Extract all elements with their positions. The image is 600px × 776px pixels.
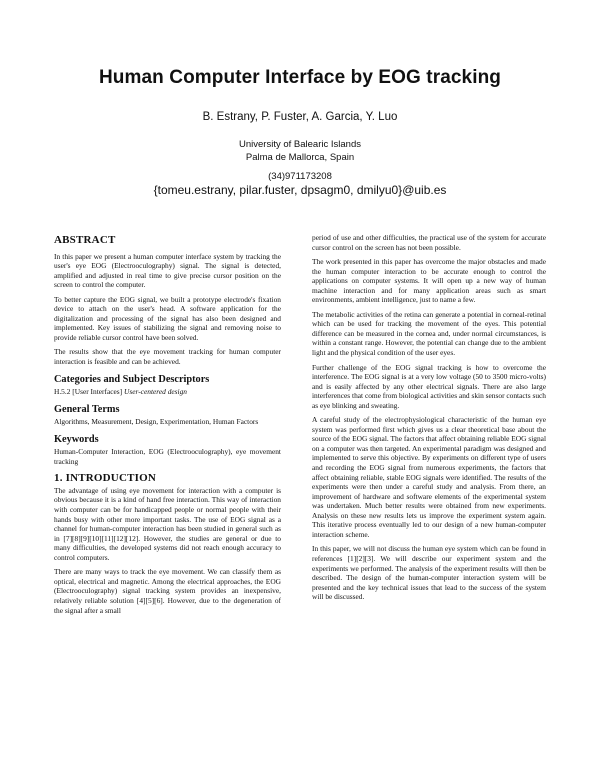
introduction-heading: 1. INTRODUCTION: [54, 472, 157, 485]
affiliation-university: University of Balearic Islands: [239, 139, 361, 150]
abstract-heading: ABSTRACT: [54, 234, 116, 246]
abstract-paragraph: To better capture the EOG signal, we built a prototype electrode's fixation device to attach on the user's head. A software application for the digitalization and processing of the signal has also been designed and implemented. Key issues of stabilizing the signal and removing noise to provide reliable cursor control have been solved.: [54, 294, 281, 342]
introduction-paragraph: There are many ways to track the eye movement. We can classify them as optical, electrical and magnetic. Among the electrical approaches, the EOG (Electrooculography) signal tracking system provides an inexpensive, relatively reliable solution [4][5][6]. However, due to the degeneration of the signal after a small: [54, 567, 281, 615]
categories-heading: Categories and Subject Descriptors: [54, 373, 210, 385]
right-column: [312, 233, 546, 607]
categories-description: User-centered design: [124, 387, 187, 397]
body-paragraph: Further challenge of the EOG signal tracking is how to overcome the interference. The EOG signal is at a very low voltage (50 to 3500 micro-volts) and is easily affected by any other electrical signals. There are also large interferences that come from biological activities and skin sensor contacts such as eye blinking and sweating.: [312, 362, 546, 410]
keywords-text: Human-Computer Interaction, EOG (Electrooculography), eye movement tracking: [54, 447, 281, 466]
body-paragraph: In this paper, we will not discuss the human eye system which can be found in references [1][2][3]. We will describe our experiment system and the experiments we performed. The analysis of the experiment results will then be described. The design of the human-computer interaction system will be presented and the key technical issues that lead to the success of the system will be discussed.: [312, 544, 546, 602]
contact-emails: {tomeu.estrany, pilar.fuster, dpsagm0, dmilyu0}@uib.es: [153, 183, 447, 197]
categories-code: H.5.2 [User Interfaces]: [54, 387, 123, 397]
keywords-heading: Keywords: [54, 433, 99, 445]
body-paragraph: A careful study of the electrophysiological characteristic of the human eye system was performed first which gives us a clear theoretical base about the source of the EOG signal. The factors that affect obtaining reliable EOG signal on a computer was then targeted. An experimental paradigm was designed and implemented to serve this objective. By experiments on different type of users and recording the EOG signal from numerous experiments, the factors that affect obtaining reliable, stable EOG signals were identified. The results of the experiments were then under a careful study and analysis. From there, an improvement of hardware and software elements of the experimental system was undertaken. Much better results were obtained from new experiments. Analysis on these new results lets us improve the experiment system again. This iterative process eventually led to our design of a new human-computer interaction scheme.: [312, 415, 546, 539]
body-paragraph: period of use and other difficulties, the practical use of the system for accurate cursor control on the screen has not been possible.: [312, 233, 546, 252]
affiliation-location: Palma de Mallorca, Spain: [245, 152, 355, 163]
abstract-paragraph: The results show that the eye movement tracking for human computer interaction is feasible and can be achieved.: [54, 347, 281, 367]
paper-title: Human Computer Interface by EOG tracking: [98, 67, 502, 88]
general-terms-heading: General Terms: [54, 403, 120, 415]
introduction-paragraph: The advantage of using eye movement for interaction with a computer is obvious because it is a kind of hand free interaction. This way of interaction with computer can be for handicapped people or normal people with their hands busy with other more important tasks. The use of EOG signal as a channel for human-computer interaction has been studied in general such as in [7][8][9][10][11][12][12]. However, the studies are general or due to many difficulties, the developed systems did not reach enough accuracy to control computers.: [54, 485, 281, 562]
abstract-paragraph: In this paper we present a human computer interface system by tracking the user's eye EOG (Electrooculography) signal. The signal is detected, amplified and adjusted in real time to give precise cursor position on the screen to control the computer.: [54, 251, 281, 290]
body-paragraph: The work presented in this paper has overcome the major obstacles and made the human computer interaction to be accurate enough to control the applications on computer systems. It will open up a new way of human machine interaction and for many application areas such as smart environments, ambient intelligence, just to name a few.: [312, 257, 546, 305]
author-list: B. Estrany, P. Fuster, A. Garcia, Y. Luo: [202, 111, 398, 123]
general-terms-text: Algorithms, Measurement, Design, Experimentation, Human Factors: [54, 417, 259, 427]
left-column: [54, 236, 281, 620]
body-paragraph: The metabolic activities of the retina can generate a potential in corneal-retinal which can be used for tracking the movement of the eyes. This potential difference can be measured in the cornea and, under normal circumstances, is within a constant range. However, the potential can change due to the ambient light and the physical condition of the user eyes.: [312, 309, 546, 358]
contact-phone: (34)971173208: [268, 171, 332, 182]
categories-text: [54, 387, 281, 397]
